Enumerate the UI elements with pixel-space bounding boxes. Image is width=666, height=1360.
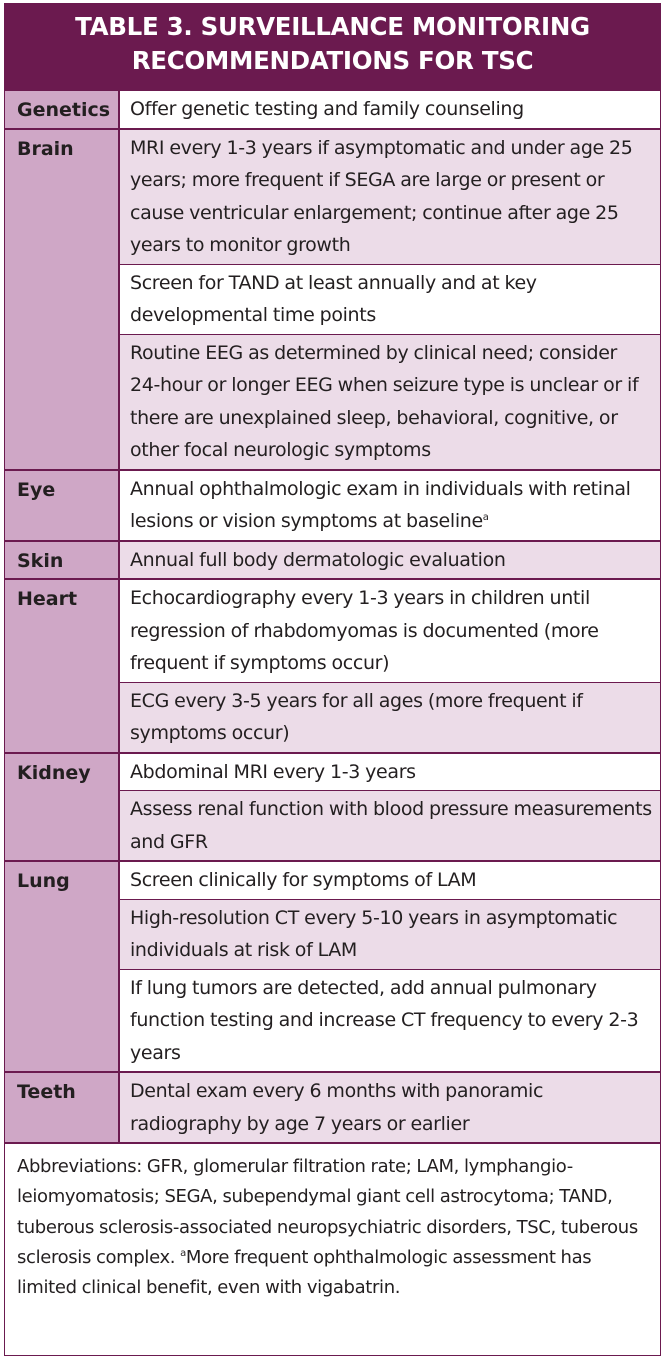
recommendation-list — [120, 91, 660, 128]
recommendation: Offer genetic testing and family counseling — [120, 91, 660, 128]
recommendation: Routine EEG as determined by clinical need; consider 24-hour or longer EEG when seizure type is unclear or if there are unexplained sleep, behavioral, cognitive, or other focal neurologic symptoms — [120, 334, 660, 469]
table-title-line-1: TABLE 3. SURVEILLANCE MONITORING — [75, 12, 590, 41]
category-label: Heart — [5, 580, 120, 752]
recommendation-list — [120, 1073, 660, 1142]
recommendation: Screen clinically for symptoms of LAM — [120, 862, 660, 899]
recommendation: Dental exam every 6 months with panoramic radiography by age 7 years or earlier — [120, 1073, 660, 1142]
category-label: Teeth — [5, 1073, 120, 1142]
recommendation-list — [120, 130, 660, 469]
recommendation-list — [120, 754, 660, 861]
row-genetics — [5, 91, 660, 128]
category-label: Brain — [5, 130, 120, 469]
recommendation: Abdominal MRI every 1-3 years — [120, 754, 660, 791]
table-title-line-2: RECOMMENDATIONS FOR TSC — [131, 46, 534, 75]
recommendation-list — [120, 862, 660, 1071]
footnote-marker: a — [482, 512, 489, 523]
recommendation-list — [120, 471, 660, 540]
recommendation: Screen for TAND at least annually and at key developmental time points — [120, 264, 660, 334]
table-footnote — [5, 1142, 660, 1303]
recommendation: Annual full body dermatologic evaluation — [120, 542, 660, 579]
row-heart — [5, 578, 660, 752]
footnote-text: More frequent ophthalmologic assessment has limited clinical benefit, even with vigabatrin. — [17, 1246, 592, 1299]
category-label: Genetics — [5, 91, 120, 128]
row-skin — [5, 540, 660, 579]
recommendation-text: Annual ophthalmologic exam in individuals with retinal lesions or vision symptoms at baseline — [130, 477, 631, 532]
abbreviations-text: Abbreviations: GFR, glomerular filtration rate; LAM, lymphangio-leiomyomatosis; SEGA, subependymal giant cell astrocytoma; TAND, tuberous sclerosis-associated neuropsychiatric disorders, TSC, tuberous sclerosis complex. — [17, 1156, 638, 1268]
category-label: Kidney — [5, 754, 120, 861]
recommendation-list — [120, 580, 660, 752]
category-label: Lung — [5, 862, 120, 1071]
row-kidney — [5, 752, 660, 861]
row-brain — [5, 128, 660, 469]
category-label: Skin — [5, 542, 120, 579]
footnote-marker: a — [180, 1247, 186, 1259]
table-title — [5, 4, 660, 91]
recommendation — [120, 471, 660, 540]
table-body — [5, 91, 660, 1303]
row-lung — [5, 860, 660, 1071]
recommendation-list — [120, 542, 660, 579]
recommendation: If lung tumors are detected, add annual pulmonary function testing and increase CT frequency to every 2-3 years — [120, 969, 660, 1072]
recommendation: ECG every 3-5 years for all ages (more frequent if symptoms occur) — [120, 682, 660, 752]
category-label: Eye — [5, 471, 120, 540]
recommendation: High-resolution CT every 5-10 years in asymptomatic individuals at risk of LAM — [120, 899, 660, 969]
recommendation: Assess renal function with blood pressure measurements and GFR — [120, 790, 660, 860]
row-eye — [5, 469, 660, 540]
recommendation: MRI every 1-3 years if asymptomatic and under age 25 years; more frequent if SEGA are large or present or cause ventricular enlargement; continue after age 25 years to monitor growth — [120, 130, 660, 264]
recommendation: Echocardiography every 1-3 years in children until regression of rhabdomyomas is documented (more frequent if symptoms occur) — [120, 580, 660, 682]
row-teeth — [5, 1071, 660, 1142]
surveillance-table — [4, 3, 661, 1356]
